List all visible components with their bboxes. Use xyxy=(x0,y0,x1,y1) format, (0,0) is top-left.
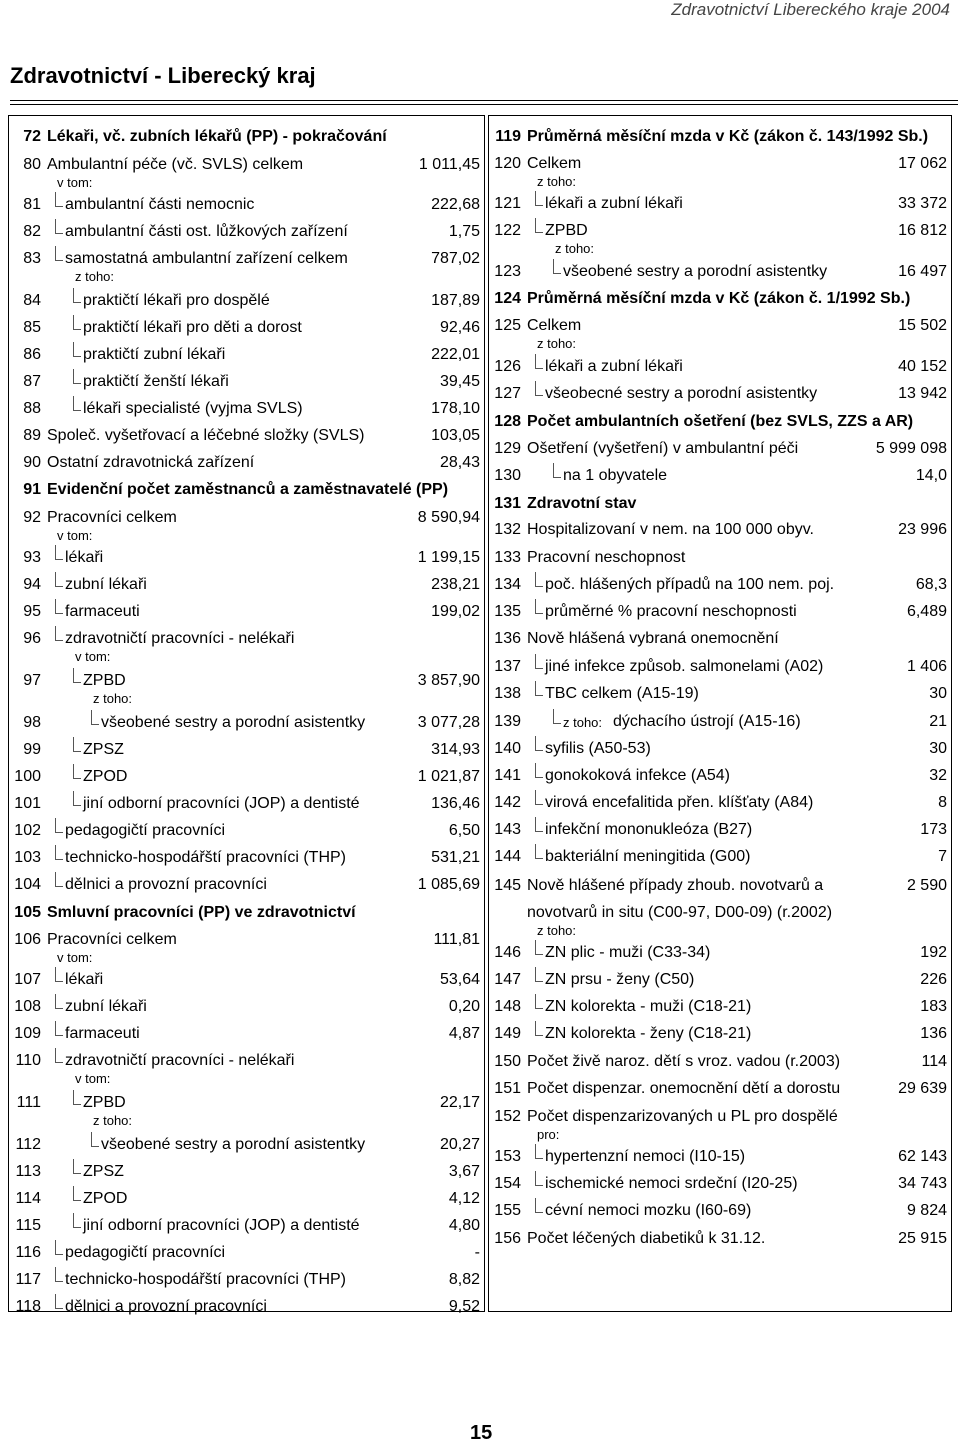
row-value: 22,17 xyxy=(439,1094,480,1111)
row-label: zubní lékaři xyxy=(65,998,147,1015)
title-rule xyxy=(10,100,958,101)
tree-connector xyxy=(55,967,63,982)
tree-connector xyxy=(535,1021,543,1036)
row-label: virová encefalitida přen. klíšťaty (A84) xyxy=(545,794,814,811)
tree-connector xyxy=(55,219,63,234)
tree-connector xyxy=(55,994,63,1009)
row-number: 145 xyxy=(494,877,521,894)
row-number: 80 xyxy=(23,156,41,173)
row-label: samostatná ambulantní zařízení celkem xyxy=(65,250,348,267)
row-value: 111,81 xyxy=(433,931,480,948)
row-label: pedagogičtí pracovníci xyxy=(65,822,226,839)
row-number: 128 xyxy=(494,413,521,430)
row-number: 115 xyxy=(15,1217,41,1234)
tree-connector xyxy=(553,463,561,478)
row-number: 153 xyxy=(494,1148,521,1165)
row-value: 199,02 xyxy=(431,603,480,620)
row-number: 104 xyxy=(14,876,41,893)
row-number: 130 xyxy=(494,467,521,484)
row-value: 314,93 xyxy=(431,741,480,758)
row-value: 0,20 xyxy=(448,998,480,1015)
tree-connector xyxy=(55,818,63,833)
row-value: 9 824 xyxy=(906,1202,947,1219)
row-value: 68,3 xyxy=(915,576,947,593)
row-label: technicko-hospodářští pracovníci (THP) xyxy=(65,849,346,866)
row-label: Počet dispenzarizovaných u PL pro dospělé xyxy=(527,1108,838,1125)
row-label: všeobené sestry a porodní asistentky xyxy=(101,714,366,731)
tree-connector xyxy=(55,545,63,560)
tree-connector xyxy=(73,315,81,330)
row-value: 192 xyxy=(920,944,947,961)
row-label: Pracovníci celkem xyxy=(47,931,177,948)
subcategory-note: z toho: xyxy=(537,923,577,938)
row-label: ambulantní části nemocnic xyxy=(65,196,255,213)
row-number: 155 xyxy=(494,1202,521,1219)
row-label: Pracovní neschopnost xyxy=(527,549,686,566)
row-value: 14,0 xyxy=(915,467,947,484)
row-number: 134 xyxy=(494,576,521,593)
row-label: praktičtí lékaři pro děti a dorost xyxy=(83,319,302,336)
row-label: Ambulantní péče (vč. SVLS) celkem xyxy=(47,156,304,173)
row-value: 29 639 xyxy=(898,1080,947,1097)
tree-connector xyxy=(553,709,561,724)
row-label: farmaceuti xyxy=(65,603,140,620)
tree-connector xyxy=(91,710,99,725)
subcategory-note: z toho: xyxy=(555,241,595,256)
tree-connector xyxy=(55,1267,63,1282)
row-number: 98 xyxy=(23,714,41,731)
row-label: syfilis (A50-53) xyxy=(545,740,651,757)
tree-connector xyxy=(535,790,543,805)
row-label: dělnici a provozní pracovníci xyxy=(65,876,267,893)
tree-connector xyxy=(535,817,543,832)
subcategory-note: v tom: xyxy=(57,175,93,190)
right-table xyxy=(488,115,952,1312)
row-value: 53,64 xyxy=(439,971,480,988)
title-rule-secondary xyxy=(10,104,958,105)
tree-connector xyxy=(73,764,81,779)
row-value: 7 xyxy=(938,848,947,865)
row-number: 94 xyxy=(23,576,41,593)
row-number: 148 xyxy=(494,998,521,1015)
tree-connector xyxy=(535,763,543,778)
row-number: 106 xyxy=(14,931,41,948)
tree-connector xyxy=(55,872,63,887)
tree-connector xyxy=(55,626,63,641)
row-value: 1 021,87 xyxy=(417,768,480,785)
row-value: 30 xyxy=(929,740,947,757)
row-number: 99 xyxy=(23,741,41,758)
row-value: 222,01 xyxy=(431,346,480,363)
row-number: 138 xyxy=(494,685,521,702)
row-number: 151 xyxy=(494,1080,521,1097)
row-value: 17 062 xyxy=(898,155,947,172)
tree-connector xyxy=(535,599,543,614)
row-label: Počet dispenzar. onemocnění dětí a dorostu xyxy=(527,1080,841,1097)
row-value: 1 011,45 xyxy=(418,156,480,173)
row-label: Společ. vyšetřovací a léčebné složky (SVLS) xyxy=(47,427,365,444)
subcategory-note: v tom: xyxy=(75,649,111,664)
row-number: 144 xyxy=(494,848,521,865)
tree-connector xyxy=(91,1132,99,1147)
tree-connector xyxy=(535,967,543,982)
row-number: 105 xyxy=(14,904,41,921)
row-number: 111 xyxy=(16,1094,41,1111)
row-number: 146 xyxy=(494,944,521,961)
row-label: lékaři xyxy=(65,549,104,566)
row-number: 139 xyxy=(494,713,521,730)
row-value: 226 xyxy=(920,971,947,988)
tree-connector xyxy=(55,192,63,207)
tree-connector xyxy=(73,1186,81,1201)
row-label: ZN kolorekta - muži (C18-21) xyxy=(545,998,752,1015)
row-value: 183 xyxy=(920,998,947,1015)
subcategory-note: z toho: xyxy=(537,336,577,351)
row-value: 32 xyxy=(929,767,947,784)
row-value: 6,489 xyxy=(906,603,947,620)
row-value: 136 xyxy=(920,1025,947,1042)
row-label: Evidenční počet zaměstnanců a zaměstnavatelé (PP) xyxy=(47,481,449,498)
tree-connector xyxy=(535,218,543,233)
row-label: Počet živě naroz. dětí s vroz. vadou (r.2003) xyxy=(527,1053,841,1070)
row-number: 109 xyxy=(14,1025,41,1042)
tree-connector xyxy=(535,1198,543,1213)
row-number: 143 xyxy=(494,821,521,838)
row-number: 124 xyxy=(494,290,521,307)
row-label: lékaři a zubní lékaři xyxy=(545,358,683,375)
row-number: 96 xyxy=(23,630,41,647)
row-number: 102 xyxy=(14,822,41,839)
row-label: ZPOD xyxy=(83,1190,128,1207)
tree-connector xyxy=(535,681,543,696)
tree-connector xyxy=(73,1159,81,1174)
row-value: 9,52 xyxy=(448,1298,480,1315)
row-number: 119 xyxy=(495,128,521,145)
tree-connector xyxy=(55,572,63,587)
row-label: ZN kolorekta - ženy (C18-21) xyxy=(545,1025,752,1042)
tree-connector xyxy=(55,1021,63,1036)
tree-connector xyxy=(73,737,81,752)
row-number: 95 xyxy=(23,603,41,620)
row-label-continuation: novotvarů in situ (C00-97, D00-09) (r.2002) xyxy=(527,904,833,921)
row-label: průměrné % pracovní neschopnosti xyxy=(545,603,797,620)
row-number: 108 xyxy=(14,998,41,1015)
tree-connector xyxy=(535,381,543,396)
row-number: 81 xyxy=(23,196,41,213)
row-number: 116 xyxy=(15,1244,41,1261)
row-number: 86 xyxy=(23,346,41,363)
row-value: 13 942 xyxy=(898,385,947,402)
row-label: Lékaři, vč. zubních lékařů (PP) - pokračování xyxy=(47,128,387,145)
row-value: 30 xyxy=(929,685,947,702)
tree-connector xyxy=(73,342,81,357)
row-value: 28,43 xyxy=(439,454,480,471)
row-label: ZN plic - muži (C33-34) xyxy=(545,944,711,961)
row-value: 531,21 xyxy=(431,849,480,866)
row-label: bakteriální meningitida (G00) xyxy=(545,848,751,865)
row-number: 142 xyxy=(494,794,521,811)
row-value: 8 590,94 xyxy=(417,509,480,526)
row-number: 121 xyxy=(494,195,521,212)
row-value: 33 372 xyxy=(898,195,947,212)
row-value: 238,21 xyxy=(431,576,480,593)
row-value: 1 085,69 xyxy=(417,876,480,893)
subcategory-note: z toho: xyxy=(93,1113,133,1128)
row-number: 150 xyxy=(494,1053,521,1070)
row-value: 2 590 xyxy=(906,877,947,894)
row-number: 131 xyxy=(494,495,521,512)
row-label: farmaceuti xyxy=(65,1025,140,1042)
row-number: 97 xyxy=(23,672,41,689)
row-label: praktičtí zubní lékaři xyxy=(83,346,226,363)
tree-connector xyxy=(73,396,81,411)
row-number: 136 xyxy=(494,630,521,647)
row-value: 1,75 xyxy=(448,223,480,240)
row-label: TBC celkem (A15-19) xyxy=(545,685,699,702)
row-number: 72 xyxy=(23,128,41,145)
row-value: 15 502 xyxy=(898,317,947,334)
row-number: 92 xyxy=(23,509,41,526)
subcategory-note: z toho: xyxy=(537,174,577,189)
row-number: 82 xyxy=(23,223,41,240)
row-value: 40 152 xyxy=(898,358,947,375)
row-label: ZPBD xyxy=(83,672,126,689)
row-number: 87 xyxy=(23,373,41,390)
row-label: technicko-hospodářští pracovníci (THP) xyxy=(65,1271,346,1288)
row-number: 91 xyxy=(23,481,41,498)
tree-connector xyxy=(535,994,543,1009)
row-value: 222,68 xyxy=(431,196,480,213)
row-number: 156 xyxy=(494,1230,521,1247)
row-label: na 1 obyvatele xyxy=(563,467,668,484)
row-number: 93 xyxy=(23,549,41,566)
row-number: 135 xyxy=(494,603,521,620)
row-value: 103,05 xyxy=(431,427,480,444)
row-number: 123 xyxy=(494,263,521,280)
tree-connector xyxy=(55,1294,63,1309)
subcategory-note: z toho: xyxy=(75,269,115,284)
row-value: 21 xyxy=(929,713,947,730)
row-label: Počet léčených diabetiků k 31.12. xyxy=(527,1230,766,1247)
tree-connector xyxy=(55,1048,63,1063)
row-number: 149 xyxy=(494,1025,521,1042)
subcategory-note: v tom: xyxy=(57,950,93,965)
row-label: dýchacího ústrojí (A15-16) xyxy=(613,713,801,730)
row-value: 1 406 xyxy=(906,658,947,675)
tree-connector xyxy=(535,736,543,751)
row-label: praktičtí lékaři pro dospělé xyxy=(83,292,270,309)
row-label: Nově hlášené případy zhoub. novotvarů a xyxy=(527,877,824,894)
row-prefix: z toho: xyxy=(563,715,603,730)
row-label: Ostatní zdravotnická zařízení xyxy=(47,454,255,471)
row-label: zdravotničtí pracovníci - nelékaři xyxy=(65,1052,295,1069)
tree-connector xyxy=(535,940,543,955)
row-label: ZPSZ xyxy=(83,1163,124,1180)
subcategory-note: v tom: xyxy=(57,528,93,543)
tree-connector xyxy=(55,1240,63,1255)
row-label: ZPOD xyxy=(83,768,128,785)
row-value: 16 812 xyxy=(898,222,947,239)
row-number: 137 xyxy=(494,658,521,675)
row-number: 90 xyxy=(23,454,41,471)
row-label: jiné infekce způsob. salmonelami (A02) xyxy=(545,658,824,675)
row-number: 107 xyxy=(14,971,41,988)
row-value: 16 497 xyxy=(898,263,947,280)
row-number: 103 xyxy=(14,849,41,866)
row-label: lékaři specialisté (vyjma SVLS) xyxy=(83,400,303,417)
row-label: gonokoková infekce (A54) xyxy=(545,767,730,784)
row-value: 8,82 xyxy=(448,1271,480,1288)
row-number: 122 xyxy=(494,222,521,239)
tree-connector xyxy=(535,572,543,587)
row-value: - xyxy=(474,1244,480,1261)
row-label: dělnici a provozní pracovníci xyxy=(65,1298,267,1315)
row-label: Smluvní pracovníci (PP) ve zdravotnictví xyxy=(47,904,356,921)
row-value: 92,46 xyxy=(439,319,480,336)
row-number: 101 xyxy=(14,795,41,812)
tree-connector xyxy=(73,1213,81,1228)
row-number: 132 xyxy=(494,521,521,538)
row-label: jiní odborní pracovníci (JOP) a dentisté xyxy=(83,1217,360,1234)
tree-connector xyxy=(535,191,543,206)
row-value: 5 999 098 xyxy=(875,440,947,457)
tree-connector xyxy=(55,599,63,614)
row-value: 23 996 xyxy=(898,521,947,538)
tree-connector xyxy=(535,354,543,369)
row-value: 187,89 xyxy=(431,292,480,309)
row-label: ZN prsu - ženy (C50) xyxy=(545,971,695,988)
row-number: 118 xyxy=(15,1298,41,1315)
row-label: hypertenzní nemoci (I10-15) xyxy=(545,1148,746,1165)
row-label: Nově hlášená vybraná onemocnění xyxy=(527,630,779,647)
row-value: 4,80 xyxy=(448,1217,480,1234)
row-value: 4,12 xyxy=(448,1190,480,1207)
tree-connector xyxy=(73,1090,81,1105)
row-value: 178,10 xyxy=(431,400,480,417)
row-label: Zdravotní stav xyxy=(527,495,637,512)
row-label: ZPBD xyxy=(545,222,588,239)
row-number: 125 xyxy=(494,317,521,334)
row-label: lékaři xyxy=(65,971,104,988)
row-number: 112 xyxy=(15,1136,41,1153)
row-value: 787,02 xyxy=(431,250,480,267)
subcategory-note: pro: xyxy=(537,1127,560,1142)
tree-connector xyxy=(553,259,561,274)
row-label: pedagogičtí pracovníci xyxy=(65,1244,226,1261)
row-number: 114 xyxy=(15,1190,41,1207)
row-number: 83 xyxy=(23,250,41,267)
row-label: Pracovníci celkem xyxy=(47,509,177,526)
row-label: ischemické nemoci srdeční (I20-25) xyxy=(545,1175,798,1192)
row-value: 62 143 xyxy=(898,1148,947,1165)
page-number: 15 xyxy=(470,1422,493,1444)
row-value: 34 743 xyxy=(898,1175,947,1192)
row-label: Hospitalizovaní v nem. na 100 000 obyv. xyxy=(527,521,814,538)
row-value: 39,45 xyxy=(439,373,480,390)
row-number: 85 xyxy=(23,319,41,336)
row-number: 117 xyxy=(15,1271,41,1288)
tree-connector xyxy=(535,844,543,859)
tree-connector xyxy=(73,668,81,683)
row-number: 113 xyxy=(15,1163,41,1180)
row-label: všeobené sestry a porodní asistentky xyxy=(101,1136,366,1153)
tree-connector xyxy=(55,845,63,860)
tree-connector xyxy=(73,369,81,384)
row-number: 147 xyxy=(494,971,521,988)
row-number: 100 xyxy=(14,768,41,785)
row-label: ZPBD xyxy=(83,1094,126,1111)
row-label: všeobené sestry a porodní asistentky xyxy=(563,263,828,280)
tree-connector xyxy=(73,791,81,806)
row-value: 173 xyxy=(920,821,947,838)
tree-connector xyxy=(55,246,63,261)
row-label: jiní odborní pracovníci (JOP) a dentisté xyxy=(83,795,360,812)
row-label: Počet ambulantních ošetření (bez SVLS, ZZS a AR) xyxy=(527,413,914,430)
row-number: 141 xyxy=(494,767,521,784)
running-header: Zdravotnictví Libereckého kraje 2004 xyxy=(671,0,950,19)
row-label: všeobecné sestry a porodní asistentky xyxy=(545,385,818,402)
row-label: Celkem xyxy=(527,155,582,172)
row-value: 20,27 xyxy=(439,1136,480,1153)
row-number: 88 xyxy=(23,400,41,417)
row-number: 126 xyxy=(494,358,521,375)
row-label: ambulantní části ost. lůžkových zařízení xyxy=(65,223,348,240)
row-number: 133 xyxy=(494,549,521,566)
row-number: 140 xyxy=(494,740,521,757)
row-label: praktičtí ženští lékaři xyxy=(83,373,229,390)
row-number: 110 xyxy=(15,1052,41,1069)
page-title: Zdravotnictví - Liberecký kraj xyxy=(10,63,316,88)
row-label: zdravotničtí pracovníci - nelékaři xyxy=(65,630,295,647)
row-value: 4,87 xyxy=(448,1025,480,1042)
row-label: lékaři a zubní lékaři xyxy=(545,195,683,212)
row-label: Celkem xyxy=(527,317,582,334)
subcategory-note: z toho: xyxy=(93,691,133,706)
row-number: 154 xyxy=(494,1175,521,1192)
tree-connector xyxy=(535,654,543,669)
row-label: zubní lékaři xyxy=(65,576,147,593)
row-label: poč. hlášených případů na 100 nem. poj. xyxy=(545,576,835,593)
row-label: Ošetření (vyšetření) v ambulantní péči xyxy=(527,440,799,457)
row-label: Průměrná měsíční mzda v Kč (zákon č. 1/1992 Sb.) xyxy=(527,290,911,307)
row-value: 8 xyxy=(938,794,947,811)
tree-connector xyxy=(535,1144,543,1159)
row-value: 3,67 xyxy=(448,1163,480,1180)
row-number: 129 xyxy=(494,440,521,457)
left-table xyxy=(8,115,485,1315)
row-number: 120 xyxy=(494,155,521,172)
row-number: 152 xyxy=(494,1108,521,1125)
row-value: 1 199,15 xyxy=(417,549,480,566)
subcategory-note: v tom: xyxy=(75,1071,111,1086)
row-value: 3 857,90 xyxy=(417,672,480,689)
row-value: 25 915 xyxy=(898,1230,947,1247)
row-label: Průměrná měsíční mzda v Kč (zákon č. 143/1992 Sb.) xyxy=(527,128,929,145)
row-label: ZPSZ xyxy=(83,741,124,758)
row-number: 84 xyxy=(23,292,41,309)
row-label: infekční mononukleóza (B27) xyxy=(545,821,753,838)
row-value: 114 xyxy=(921,1053,947,1070)
row-label: cévní nemoci mozku (I60-69) xyxy=(545,1202,752,1219)
row-value: 136,46 xyxy=(431,795,480,812)
row-value: 3 077,28 xyxy=(417,714,480,731)
tree-connector xyxy=(73,288,81,303)
row-value: 6,50 xyxy=(448,822,480,839)
tree-connector xyxy=(535,1171,543,1186)
row-number: 89 xyxy=(23,427,41,444)
row-number: 127 xyxy=(494,385,521,402)
